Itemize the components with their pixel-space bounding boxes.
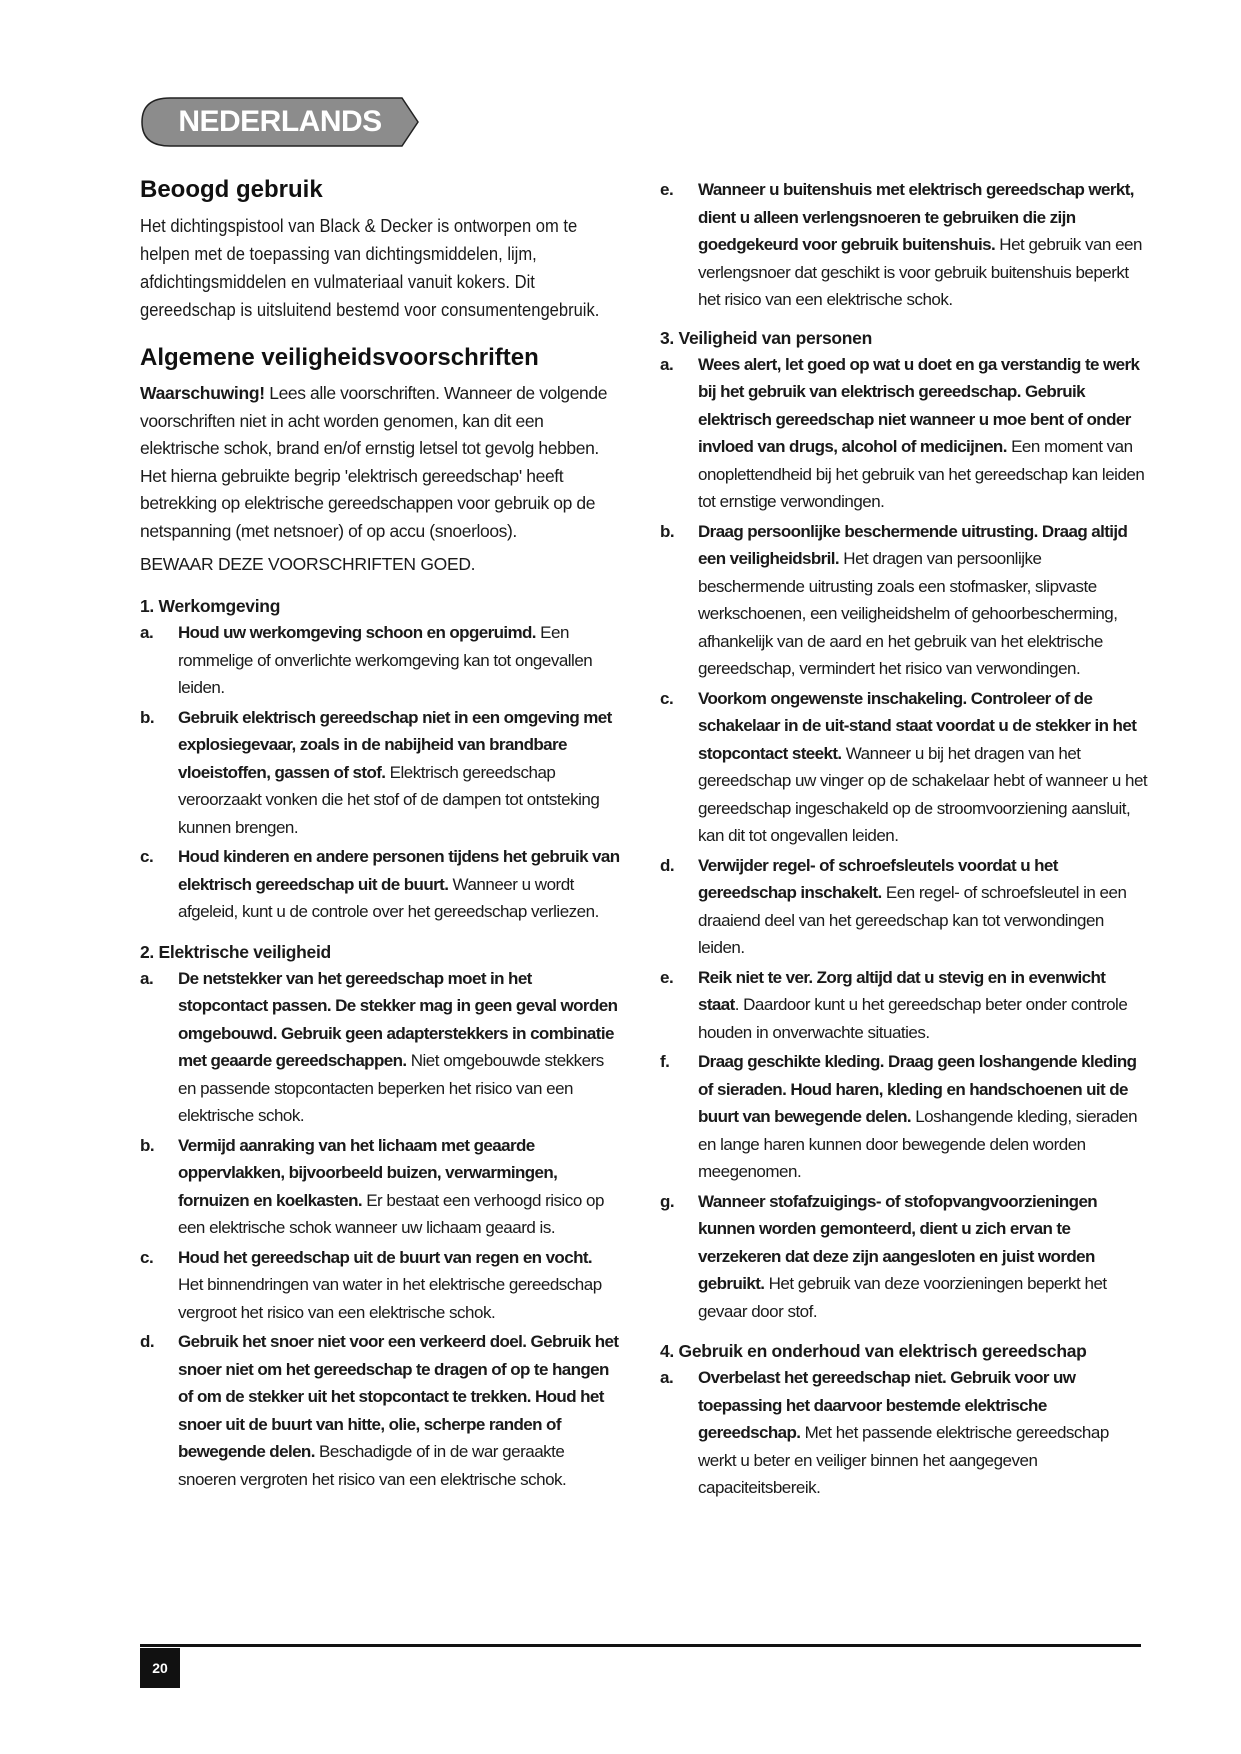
list-item xyxy=(660,685,1150,850)
left-column xyxy=(140,176,620,1495)
item-text: Een rommelige of onverlichte werkomgeving kan tot ongevallen leiden. xyxy=(178,623,593,697)
list-item xyxy=(660,964,1150,1047)
item-label: b. xyxy=(140,707,155,727)
item-text: Het gebruik van een verlengsnoer dat geschikt is voor gebruik buitenshuis beperkt het risico van een elektrische schok. xyxy=(698,235,1142,309)
item-text: Met het passende elektrische gereedschap werkt u beter en veiliger binnen het aangegeven capaciteitsbereik. xyxy=(698,1423,1109,1497)
list-item xyxy=(140,1328,620,1493)
item-text: Het binnendringen van water in het elektrische gereedschap vergroot het risico van een elektrische schok. xyxy=(178,1275,602,1322)
list-item xyxy=(660,1364,1150,1502)
footer-divider xyxy=(140,1644,1141,1647)
item-label: d. xyxy=(140,1332,155,1351)
item-bold: Reik niet te ver. Zorg altijd dat u stevig en in evenwicht staat xyxy=(698,967,1106,1014)
section-title: 3. Veiligheid van personen xyxy=(660,327,872,348)
item-label: f. xyxy=(660,1052,670,1071)
item-text: Wanneer u bij het dragen van het gereedschap uw vinger op de schakelaar hebt of wanneer u het gereedschap ingeschakeld op de stroomvoorziening aansluit, kan dit tot ongevallen leiden. xyxy=(698,743,1148,845)
item-label: a. xyxy=(660,1368,674,1387)
item-text: Niet omgebouwde stekkers en passende stopcontacten beperken het risico van een elektrische schok. xyxy=(178,1051,604,1125)
item-bold: De netstekker van het gereedschap moet in het stopcontact passen. De stekker mag in geen geval worden omgebouwd. Gebruik geen adapterstekkers in combinatie met geaarde gereedschappen. xyxy=(178,968,618,1070)
item-bold: Houd kinderen en andere personen tijdens het gebruik van elektrisch gereedschap uit de buurt. xyxy=(178,847,620,894)
item-bold: Draag geschikte kleding. Draag geen loshangende kleding of sieraden. Houd haren, kleding en handschoenen uit de buurt van bewegende delen. xyxy=(698,1052,1137,1126)
list-item xyxy=(660,1188,1150,1326)
list-item xyxy=(140,619,620,702)
safety-warning xyxy=(140,380,620,545)
section-title: 1. Werkomgeving xyxy=(140,596,281,616)
list-item xyxy=(660,518,1150,683)
item-label: a. xyxy=(660,354,674,374)
item-bold: Wanneer stofafzuigings- of stofopvangvoorzieningen kunnen worden gemonteerd, dient u zich ervan te verzekeren dat deze zijn aangesloten en juist worden gebruikt. xyxy=(698,1191,1098,1293)
warning-label: Waarschuwing! xyxy=(140,383,265,403)
intended-use-text: Het dichtingspistool van Black & Decker is ontworpen om te helpen met de toepassing van dichtingsmiddelen, lijm, afdichtingsmiddelen en vulmateriaal vanuit kokers. Dit gereedschap is uitsluitend bestemd voor consumentengebruik. xyxy=(140,216,600,320)
list-item xyxy=(660,351,1150,516)
item-label: a. xyxy=(140,968,154,988)
list-item xyxy=(140,843,620,926)
item-text: Het dragen van persoonlijke beschermende uitrusting zoals een stofmasker, slipvaste werkschoenen, een veiligheidshelm of gehoorbescherming, afhankelijk van de aard en het gebruik van het elektrische gereedschap, vermindert het risico van verwondingen. xyxy=(698,549,1118,678)
intended-use-heading: Beoogd gebruik xyxy=(140,176,323,203)
list-item xyxy=(140,704,620,842)
item-label: c. xyxy=(140,847,154,866)
section-title: 4. Gebruik en onderhoud van elektrisch gereedschap xyxy=(660,1341,1087,1361)
item-text: Een moment van onoplettendheid bij het gebruik van het gereedschap kan leiden tot ernstige verwondingen. xyxy=(698,437,1145,511)
item-text: Loshangende kleding, sieraden en lange haren kunnen door bewegende delen worden meegenomen. xyxy=(698,1107,1138,1181)
item-bold: Voorkom ongewenste inschakeling. Controleer of de schakelaar in de uit-stand staat voordat u de stekker in het stopcontact steekt. xyxy=(698,688,1137,763)
item-text: . Daardoor kunt u het gereedschap beter onder controle houden in onverwachte situaties. xyxy=(698,995,1128,1042)
item-label: e. xyxy=(660,180,674,199)
language-badge xyxy=(140,96,420,148)
item-text: Het gebruik van deze voorzieningen beperkt het gevaar door stof. xyxy=(698,1274,1107,1321)
item-bold: Houd het gereedschap uit de buurt van regen en vocht. xyxy=(178,1247,593,1267)
item-text: Beschadigde of in de war geraakte snoeren vergroten het risico van een elektrische schok. xyxy=(178,1442,567,1489)
item-bold: Vermijd aanraking van het lichaam met geaarde oppervlakken, bijvoorbeeld buizen, verwarmingen, fornuizen en koelkasten. xyxy=(178,1135,558,1210)
item-label: e. xyxy=(660,967,674,987)
item-label: c. xyxy=(140,1247,154,1267)
item-bold: Gebruik het snoer niet voor een verkeerd doel. Gebruik het snoer niet om het gereedschap te dragen of op te hangen of om de stekker uit het stopcontact te trekken. Houd het snoer uit de buurt van hitte, olie, scherpe randen of bewegende delen. xyxy=(178,1332,619,1461)
item-bold: Wanneer u buitenshuis met elektrisch gereedschap werkt, dient u alleen verlengsnoeren te gebruiken die zijn goedgekeurd voor gebruik buitenshuis. xyxy=(698,180,1134,254)
item-text: Een regel- of schroefsleutel in een draaiend deel van het gereedschap kan tot verwondingen leiden. xyxy=(698,883,1127,957)
item-text: Wanneer u wordt afgeleid, kunt u de controle over het gereedschap verliezen. xyxy=(178,874,599,921)
item-bold: Verwijder regel- of schroefsleutels voordat u het gereedschap inschakelt. xyxy=(698,855,1058,902)
item-label: a. xyxy=(140,623,154,642)
right-column xyxy=(660,176,1150,1504)
list-item xyxy=(140,965,620,1130)
item-label: d. xyxy=(660,855,675,875)
list-item xyxy=(660,176,1150,314)
list-item xyxy=(660,1048,1150,1186)
item-label: b. xyxy=(660,521,675,541)
item-text: Elektrisch gereedschap veroorzaakt vonken die het stof of de dampen tot ontsteking kunnen brengen. xyxy=(178,762,600,837)
safety-heading: Algemene veiligheidsvoorschriften xyxy=(140,344,539,371)
warning-text: Lees alle voorschriften. Wanneer de volgende voorschriften niet in acht worden genomen, kan dit een elektrische schok, brand en/of ernstig letsel tot gevolg hebben. Het hierna gebruikte begrip 'elektrisch gereedschap' heeft betrekking op elektrische gereedschappen voor gebruik op de netspanning (met netsnoer) of op accu (snoerloos). xyxy=(140,383,608,541)
item-bold: Wees alert, let goed op wat u doet en ga verstandig te werk bij het gebruik van elektrisch gereedschap. Gebruik elektrisch gereedschap niet wanneer u moe bent of onder invloed van drugs, alcohol of medicijnen. xyxy=(698,354,1140,456)
language-label: NEDERLANDS xyxy=(178,105,382,138)
item-label: b. xyxy=(140,1135,155,1155)
item-label: c. xyxy=(660,688,674,708)
page-number: 20 xyxy=(140,1648,180,1688)
item-text: Er bestaat een verhoogd risico op een elektrische schok wanneer uw lichaam geaard is. xyxy=(178,1190,604,1237)
list-item xyxy=(140,1244,620,1327)
list-item xyxy=(660,852,1150,962)
item-bold: Gebruik elektrisch gereedschap niet in een omgeving met explosiegevaar, zoals in de nabijheid van brandbare vloeistoffen, gassen of stof. xyxy=(178,707,612,782)
list-item xyxy=(140,1132,620,1242)
item-bold: Overbelast het gereedschap niet. Gebruik voor uw toepassing het daarvoor bestemde elektrische gereedschap. xyxy=(698,1368,1076,1442)
keep-instructions: BEWAAR DEZE VOORSCHRIFTEN GOED. xyxy=(140,554,476,574)
section-title: 2. Elektrische veiligheid xyxy=(140,941,331,962)
item-bold: Houd uw werkomgeving schoon en opgeruimd. xyxy=(178,623,536,642)
item-bold: Draag persoonlijke beschermende uitrusting. Draag altijd een veiligheidsbril. xyxy=(698,521,1128,568)
item-label: g. xyxy=(660,1191,675,1211)
